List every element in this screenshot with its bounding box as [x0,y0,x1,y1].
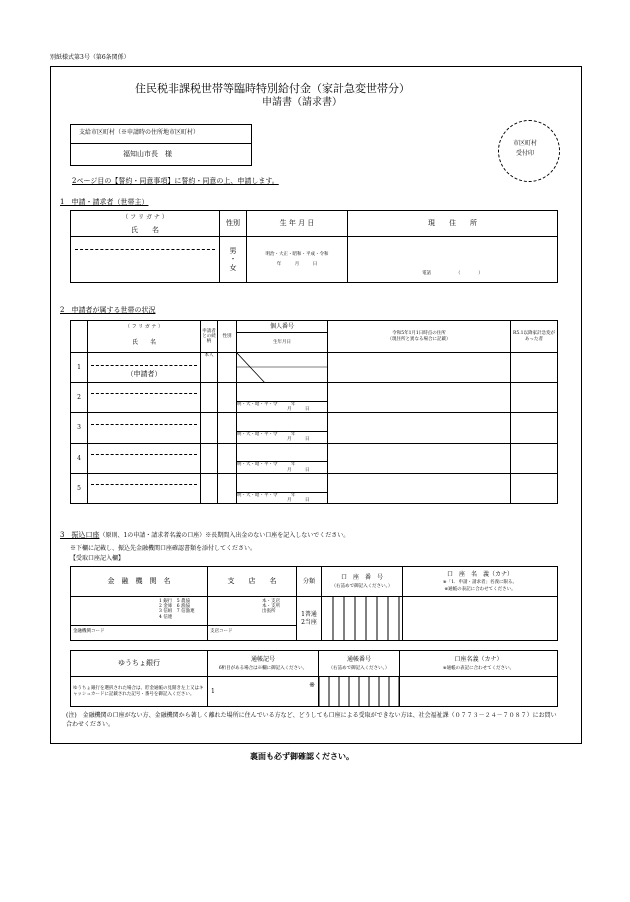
s2-furigana: （ フ リ ガ ナ ） [88,321,201,333]
footnote: (注) 金融機関の口座がない方、金融機関から著しく離れた場所に住んでいる方など、どうしても口座による受取ができない方は、社会福祉課（０７７３－２４－７０８７）にお問い合わせください。 [66,712,557,728]
stamp-line2: 受付印 [516,150,535,157]
s1-address-label: 現 住 所 [348,211,558,237]
holder-label: 口 座 名 義（カナ） ※「1．申請・請求者」名義に限る。 ※通帳の表記に合わせてください。 [403,567,558,597]
s2-applicant-name[interactable]: （申請者） [88,353,201,383]
form-number: 別紙様式第3号（第6条関係） [50,54,130,61]
s2-relation-2[interactable] [201,383,218,413]
s1-dob-field[interactable]: 明治・大正・昭和・平成・令和 年 月 日 [247,237,348,283]
s2-name-2[interactable] [88,383,201,413]
holder-field[interactable] [403,597,558,641]
s2-dob-3[interactable]: 明・大・昭・平・令 年 月 日 [237,413,328,443]
diagonal-line [237,353,327,383]
s2-mynumber-1[interactable] [237,353,328,383]
s2-relation-3[interactable] [201,413,218,443]
s2-gender-5[interactable] [218,473,237,503]
s2-row-num-5: 5 [71,473,88,503]
s2-name-label: 氏 名 [88,333,201,353]
yucho-label: ゆうちょ銀行 [71,651,208,677]
form-subtitle: 申請書（請求書） [262,97,342,108]
s2-row-num-2: 2 [71,383,88,413]
s2-dob-label: 生年月日 [237,333,328,353]
mayor-name: 福知山市長 様 [123,150,172,158]
s2-name-3[interactable] [88,413,201,443]
s2-sudden-1[interactable] [511,353,558,383]
branch-name-field[interactable] [208,597,297,641]
s2-dob-2[interactable]: 明・大・昭・平・令 年 月 日 [237,383,328,413]
bank-name-label: 金 融 機 関 名 [71,567,208,597]
s2-row-num-1: 1 [71,353,88,383]
s2-dob-5[interactable]: 明・大・昭・平・令 年 月 日 [237,473,328,503]
s1-name-label: 氏 名 [71,224,220,237]
tsucho-bango-label: 通帳番号 （右詰めで御記入ください。） [319,651,400,677]
category-field[interactable]: 1普通 2当座 [297,597,322,641]
s2-gender-4[interactable] [218,443,237,473]
s2-address-5[interactable] [328,473,511,503]
form-title: 住民税非課税世帯等臨時特別給付金（家計急変世帯分） [135,82,410,95]
tsucho-kigo-label: 通帳記号 6桁目がある場合は※欄に御記入ください。 [208,651,319,677]
yucho-holder-field[interactable] [400,677,558,707]
s1-dob-label: 生 年 月 日 [247,211,348,237]
s1-name-field[interactable] [71,237,220,283]
bank-name-field[interactable] [71,597,208,641]
s2-address-4[interactable] [328,443,511,473]
s1-address-field[interactable]: 電話 （ ） [348,237,558,283]
s2-dob-4[interactable]: 明・大・昭・平・令 年 月 日 [237,443,328,473]
section3-heading: 3 振込口座（原則、1の申請・請求者名義の口座）※長期間入出金のない口座を記入しないでください。 [60,531,350,539]
section3-note: ※下欄に記載し、振込先金融機関口座確認書類を添付してください。 [70,545,257,552]
yucho-holder-label: 口座名義（カナ） ※通帳の表記に合わせてください。 [400,651,558,677]
tsucho-bango-field[interactable] [319,677,400,707]
section1-heading: 1 申請・請求者（世帯主） [60,198,149,206]
bank-types: 1 銀行 5 農協 2 金庫 6 漁協 3 信組 7 信漁連 4 信連 [159,599,195,620]
s2-name-5[interactable] [88,473,201,503]
branch-types: 本・支店 本・支所 出張所 [262,599,280,615]
section2-heading: 2 申請者が属する世帯の状況 [60,306,156,314]
s2-row-num-3: 3 [71,413,88,443]
stamp-line1: 市区町村 [513,140,538,147]
s2-relation-self: 本人 [201,353,218,383]
bank-table [70,566,558,641]
yucho-table [70,650,558,707]
s1-furigana: （ フ リ ガ ナ ） [71,211,220,224]
s2-address-2[interactable] [328,383,511,413]
s2-relation-5[interactable] [201,473,218,503]
s2-mynumber-label: 個人番号 [237,321,328,333]
reception-stamp [498,120,560,182]
branch-code-label: 支店コード [210,629,233,634]
s2-name-4[interactable] [88,443,201,473]
s2-address-3[interactable] [328,413,511,443]
s2-sudden-4[interactable] [511,443,558,473]
s2-gender-label: 性別 [218,321,237,353]
tsucho-kigo-field[interactable]: 1 ※ [208,677,319,707]
account-no-field[interactable] [322,597,403,641]
s2-sudden-2[interactable] [511,383,558,413]
s1-gender-field[interactable]: 男 ・ 女 [220,237,247,283]
s2-sudden-5[interactable] [511,473,558,503]
s2-address-label: 令和5年1月1日時点の住所 （現住所と異なる場合に記載） [328,321,511,353]
branch-name-label: 支 店 名 [208,567,297,597]
yucho-note: ゆうちょ銀行を選択された場合は、貯金通帳の見開き左上又はキャッシュカードに記載された記号・番号を御記入ください。 [71,677,208,707]
s2-gender-3[interactable] [218,413,237,443]
back-note: 裏面も必ず御確認ください。 [250,751,354,761]
bank-code-label: 金融機関コード [73,629,105,634]
s2-relation-4[interactable] [201,443,218,473]
municipality-box [70,124,252,166]
s2-sudden-3[interactable] [511,413,558,443]
s2-sudden-label: R5.1以降家計急変があった者 [511,321,558,353]
category-label: 分類 [297,567,322,597]
section2-table [70,320,558,504]
receive-label: 【受取口座記入欄】 [70,555,125,562]
s2-relation-label: 申請者との続柄 [201,321,218,353]
s1-gender-label: 性別 [220,211,247,237]
intro-text: 2ページ目の【誓約・同意事項】に誓約・同意の上、申請します。 [72,177,279,185]
s2-gender-2[interactable] [218,383,237,413]
municipality-label: 支給市区町村（※申請時の住所地市区町村） [79,129,200,136]
account-no-label: 口 座 番 号 （右詰めで御記入ください。） [322,567,403,597]
s2-gender-1[interactable] [218,353,237,383]
s2-row-num-4: 4 [71,443,88,473]
s2-address-1[interactable] [328,353,511,383]
section1-table [70,210,558,283]
